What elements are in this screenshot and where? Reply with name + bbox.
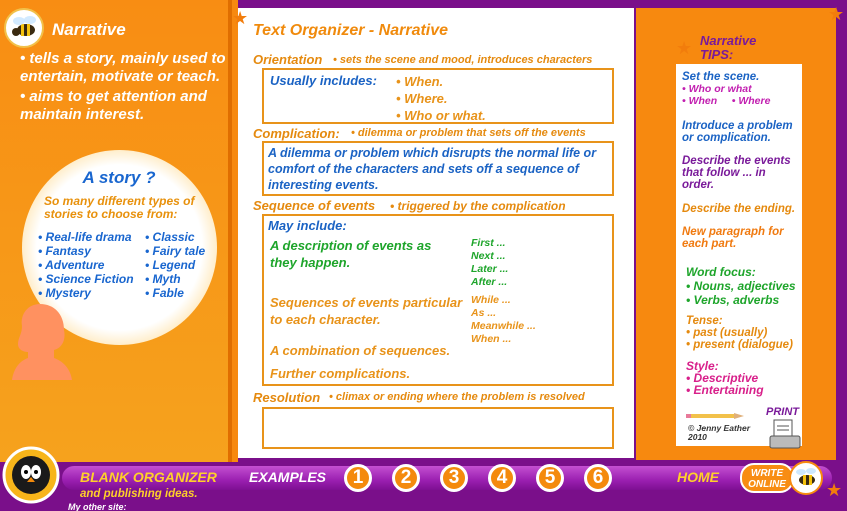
tip-text: Tense:: [686, 315, 723, 327]
complication-note: • dilemma or problem that sets off the events: [351, 127, 586, 139]
genre-item: • Fable: [145, 286, 184, 300]
star-icon: ★: [232, 8, 249, 28]
tips-heading-line: TIPS:: [700, 47, 734, 62]
write-online-button[interactable]: WRITE ONLINE: [740, 463, 794, 493]
example-4-button[interactable]: 4: [488, 464, 516, 492]
connective: While ...: [471, 294, 511, 306]
sequence-desc-4: Further complications.: [270, 366, 411, 381]
complication-text: A dilemma or problem which disrupts the normal life or comfort of the characters and sets off a sequence of interesting events.: [268, 146, 597, 192]
copyright: © Jenny Eather 2010: [688, 423, 751, 442]
example-6-button[interactable]: 6: [584, 464, 612, 492]
organizer-title: Text Organizer - Narrative: [253, 22, 449, 39]
example-2-button[interactable]: 2: [392, 464, 420, 492]
print-label[interactable]: PRINT: [766, 406, 799, 418]
left-title: Narrative: [52, 20, 126, 39]
tip-ending: Describe the ending.: [682, 203, 796, 215]
bullet-entertain: • tells a story, mainly used to entertain, motivate or teach.: [20, 50, 226, 85]
connective: First ...: [471, 237, 506, 249]
star-icon: ★: [826, 480, 843, 500]
bullet-attention: • aims to get attention and maintain interest.: [20, 88, 207, 123]
orientation-item: • Where.: [396, 91, 448, 106]
tip-text: • When • Where: [682, 95, 771, 107]
sequence-desc-2: Sequences of events particular to each character.: [270, 295, 463, 327]
examples-label: EXAMPLES: [249, 469, 327, 485]
bee-logo-icon: [4, 8, 44, 48]
tips-heading-line: Narrative: [700, 33, 757, 48]
star-icon: ★: [828, 4, 845, 24]
tips-heading: [700, 34, 756, 62]
tip-text: • past (usually): [686, 327, 768, 339]
tip-problem: Introduce a problem or complication.: [682, 120, 793, 144]
genre-list-2: [145, 230, 225, 300]
tip-text: • Entertaining: [686, 383, 764, 397]
connective: Later ...: [471, 263, 509, 275]
girl-silhouette-icon: [10, 300, 72, 380]
connective: Next ...: [471, 250, 506, 262]
orientation-list: [396, 73, 486, 124]
resolution-note: • climax or ending where the problem is resolved: [329, 391, 585, 403]
penguin-logo-icon[interactable]: [2, 446, 60, 504]
sequence-may: May include:: [268, 218, 347, 233]
orientation-usually: Usually includes:: [270, 73, 377, 88]
tip-scene: [682, 71, 802, 107]
sequence-words-2: [471, 294, 536, 346]
tip-tense: [686, 315, 804, 351]
connective: When ...: [471, 333, 512, 345]
sequence-note: • triggered by the complication: [390, 199, 566, 213]
publishing-ideas-link[interactable]: and publishing ideas.: [80, 488, 198, 500]
bee-icon[interactable]: [788, 460, 824, 496]
left-bullets: [20, 50, 230, 126]
sequence-heading: Sequence of events: [253, 198, 376, 213]
connective: As ...: [471, 307, 497, 319]
orientation-note: • sets the scene and mood, introduces characters: [333, 54, 593, 66]
example-3-button[interactable]: 3: [440, 464, 468, 492]
connective: Meanwhile ...: [471, 320, 536, 332]
example-1-button[interactable]: 1: [344, 464, 372, 492]
tip-style: [686, 360, 804, 396]
genre-item: • Myth: [145, 272, 181, 286]
genre-item: • Fantasy: [38, 244, 91, 258]
tip-text: Set the scene.: [682, 71, 760, 83]
other-site-label: My other site:: [68, 502, 127, 511]
tip-paragraph: New paragraph for each part.: [682, 226, 784, 250]
printer-icon[interactable]: [768, 418, 802, 452]
genre-item: • Mystery: [38, 286, 91, 300]
pencil-icon: [686, 412, 746, 420]
genre-item: • Real-life drama: [38, 230, 132, 244]
tip-word-focus: [686, 265, 804, 307]
genre-item: • Legend: [145, 258, 196, 272]
sequence-words-1: [471, 237, 508, 289]
blank-organizer-link[interactable]: BLANK ORGANIZER: [80, 469, 217, 485]
sequence-desc-3: A combination of sequences.: [270, 343, 451, 358]
genre-list-1: [38, 230, 138, 300]
tip-text: • Descriptive: [686, 371, 759, 385]
tip-text: • Nouns, adjectives: [686, 279, 796, 293]
orientation-item: • Who or what.: [396, 108, 486, 123]
resolution-heading: Resolution: [253, 390, 321, 405]
genre-item: • Science Fiction: [38, 272, 134, 286]
genre-item: • Adventure: [38, 258, 105, 272]
story-title: A story ?: [82, 168, 156, 187]
tip-text: • Verbs, adverbs: [686, 293, 780, 307]
complication-heading: Complication:: [253, 126, 340, 141]
home-link[interactable]: HOME: [677, 469, 719, 485]
tip-text: • Who or what: [682, 83, 752, 95]
tip-text: Style:: [686, 359, 719, 373]
tip-events: Describe the events that follow ... in order.: [682, 155, 791, 191]
tip-text: • present (dialogue): [686, 339, 793, 351]
star-icon: ★: [676, 38, 693, 58]
story-subtitle: So many different types of stories to choose from:: [44, 194, 195, 221]
tip-text: Word focus:: [686, 265, 756, 279]
sequence-desc-1: A description of events as they happen.: [270, 238, 432, 270]
genre-item: • Classic: [145, 230, 195, 244]
example-5-button[interactable]: 5: [536, 464, 564, 492]
connective: After ...: [471, 276, 508, 288]
genre-item: • Fairy tale: [145, 244, 206, 258]
resolution-box: [262, 407, 614, 449]
orientation-item: • When.: [396, 74, 444, 89]
orientation-heading: Orientation: [253, 52, 323, 67]
